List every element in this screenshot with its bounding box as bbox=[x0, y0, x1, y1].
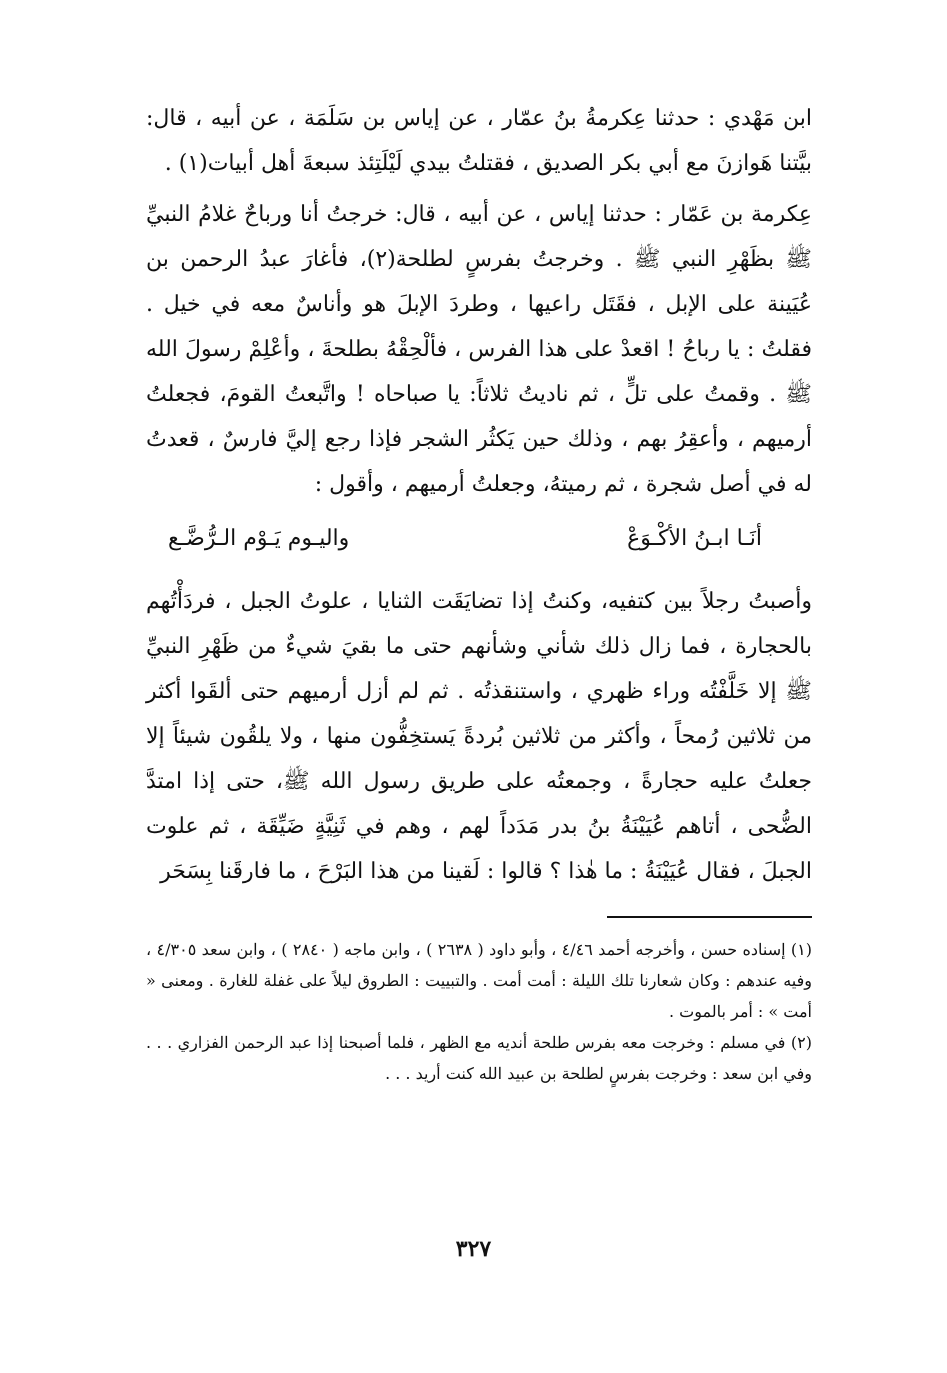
footnote-2: (٢) في مسلم : وخرجت معه بفرس طلحة أنديه مع الظهر ، فلما أصبحنا إذا عبد الرحمن الفزاري . . . وفي ابن سعد : وخرجت بفرسٍ لطلحة بن عبيد الله كنت أريد . . . bbox=[146, 1033, 812, 1083]
poem-verse bbox=[168, 517, 762, 561]
footnote-1: (١) إسناده حسن ، وأخرجه أحمد ٤/٤٦ ، وأبو داود ( ٢٦٣٨ ) ، وابن ماجه ( ٢٨٤٠ ) ، وابن سعد ٤/٣٠٥ ، وفيه عندهم : وكان شعارنا تلك الليلة : أمت أمت . والتبييت : الطروق ليلاً على غفلة للغارة . ومعنى « أمت » : أمر بالموت . bbox=[146, 940, 813, 1021]
paragraph-3: وأصبتُ رجلاً بين كتفيه، وكنتُ إذا تضايَقَت الثنايا ، علوتُ الجبل ، فردَأْتُهم بالحجارة ، فما زال ذلك شأني وشأنهم حتى ما بقيَ شيءٌ من ظَهْرِ النبيِّ ﷺ إلا خَلَّفْتُه وراء ظهري ، واستنقذتُه . ثم لم أزل أرميهم حتى ألقَوا أكثر من ثلاثين رُمحاً ، وأكثر من ثلاثين بُردةً يَستخِفُّون منها ، ولا يلقُون شيئاً إلا جعلتُ عليه حجارةً ، وجمعتُه على طريق رسول الله ﷺ، حتى إذا امتدَّ الضُّحى ، أتاهم عُيَيْنَةُ بنُ بدر مَدَداً لهم ، وهم في ثَنِيَّةٍ ضَيِّقَة ، ثم علوت الجبلَ ، فقال عُيَيْنَةُ : ما هٰذا ؟ قالوا : لَقينا من هذا البَرْحَ ، ما فارقَنا بِسَحَر bbox=[146, 589, 812, 884]
verse-left-hemistich: واليـوم يَـوْم الـرُّضَّـع bbox=[168, 526, 350, 551]
page-number: ٣٢٧ bbox=[455, 1236, 492, 1262]
paragraph-2: عِكرمة بن عَمّار : حدثنا إياس ، عن أبيه ، قال: خرجتُ أنا ورباحٌ غلامُ النبيِّ ﷺ بظَهْرِ النبي ﷺ . وخرجتُ بفرسٍ لطلحة(٢)، فأغارَ عبدُ الرحمن بن عُيَينة على الإبل ، فقَتَل راعيها ، وطردَ الإبلَ هو وأناسٌ معه في خيل . فقلتُ : يا رباحُ ! اقعدْ على هذا الفرس ، فألْحِقْهُ بطلحةَ ، وأعْلِمْ رسولَ الله ﷺ . وقمتُ على تلٍّ ، ثم ناديتُ ثلاثاً: يا صباحاه ! واتَّبعتُ القومَ، فجعلتُ أرميهم ، وأعقِرُ بهم ، وذلك حين يَكثُر الشجر فإذا رجع إليَّ فارسٌ ، قعدتُ له في أصل شجرة ، ثم رميتهُ، وجعلتُ أرميهم ، وأقول : bbox=[146, 202, 812, 497]
footnotes bbox=[146, 934, 812, 1089]
page-body bbox=[146, 96, 812, 1089]
paragraph-1: ابن مَهْدي : حدثنا عِكرمةُ بنُ عمّار ، عن إياس بن سَلَمَة ، عن أبيه ، قال: بيَّتنا هَوازنَ مع أبي بكر الصديق ، فقتلتُ بيدي لَيْلَتِئذ سبعةَ أهل أبيات(١) . bbox=[146, 106, 812, 176]
footnote-divider bbox=[607, 916, 812, 918]
verse-right-hemistich: أنَـا ابـنُ الأكْـوَعْ bbox=[627, 526, 762, 551]
